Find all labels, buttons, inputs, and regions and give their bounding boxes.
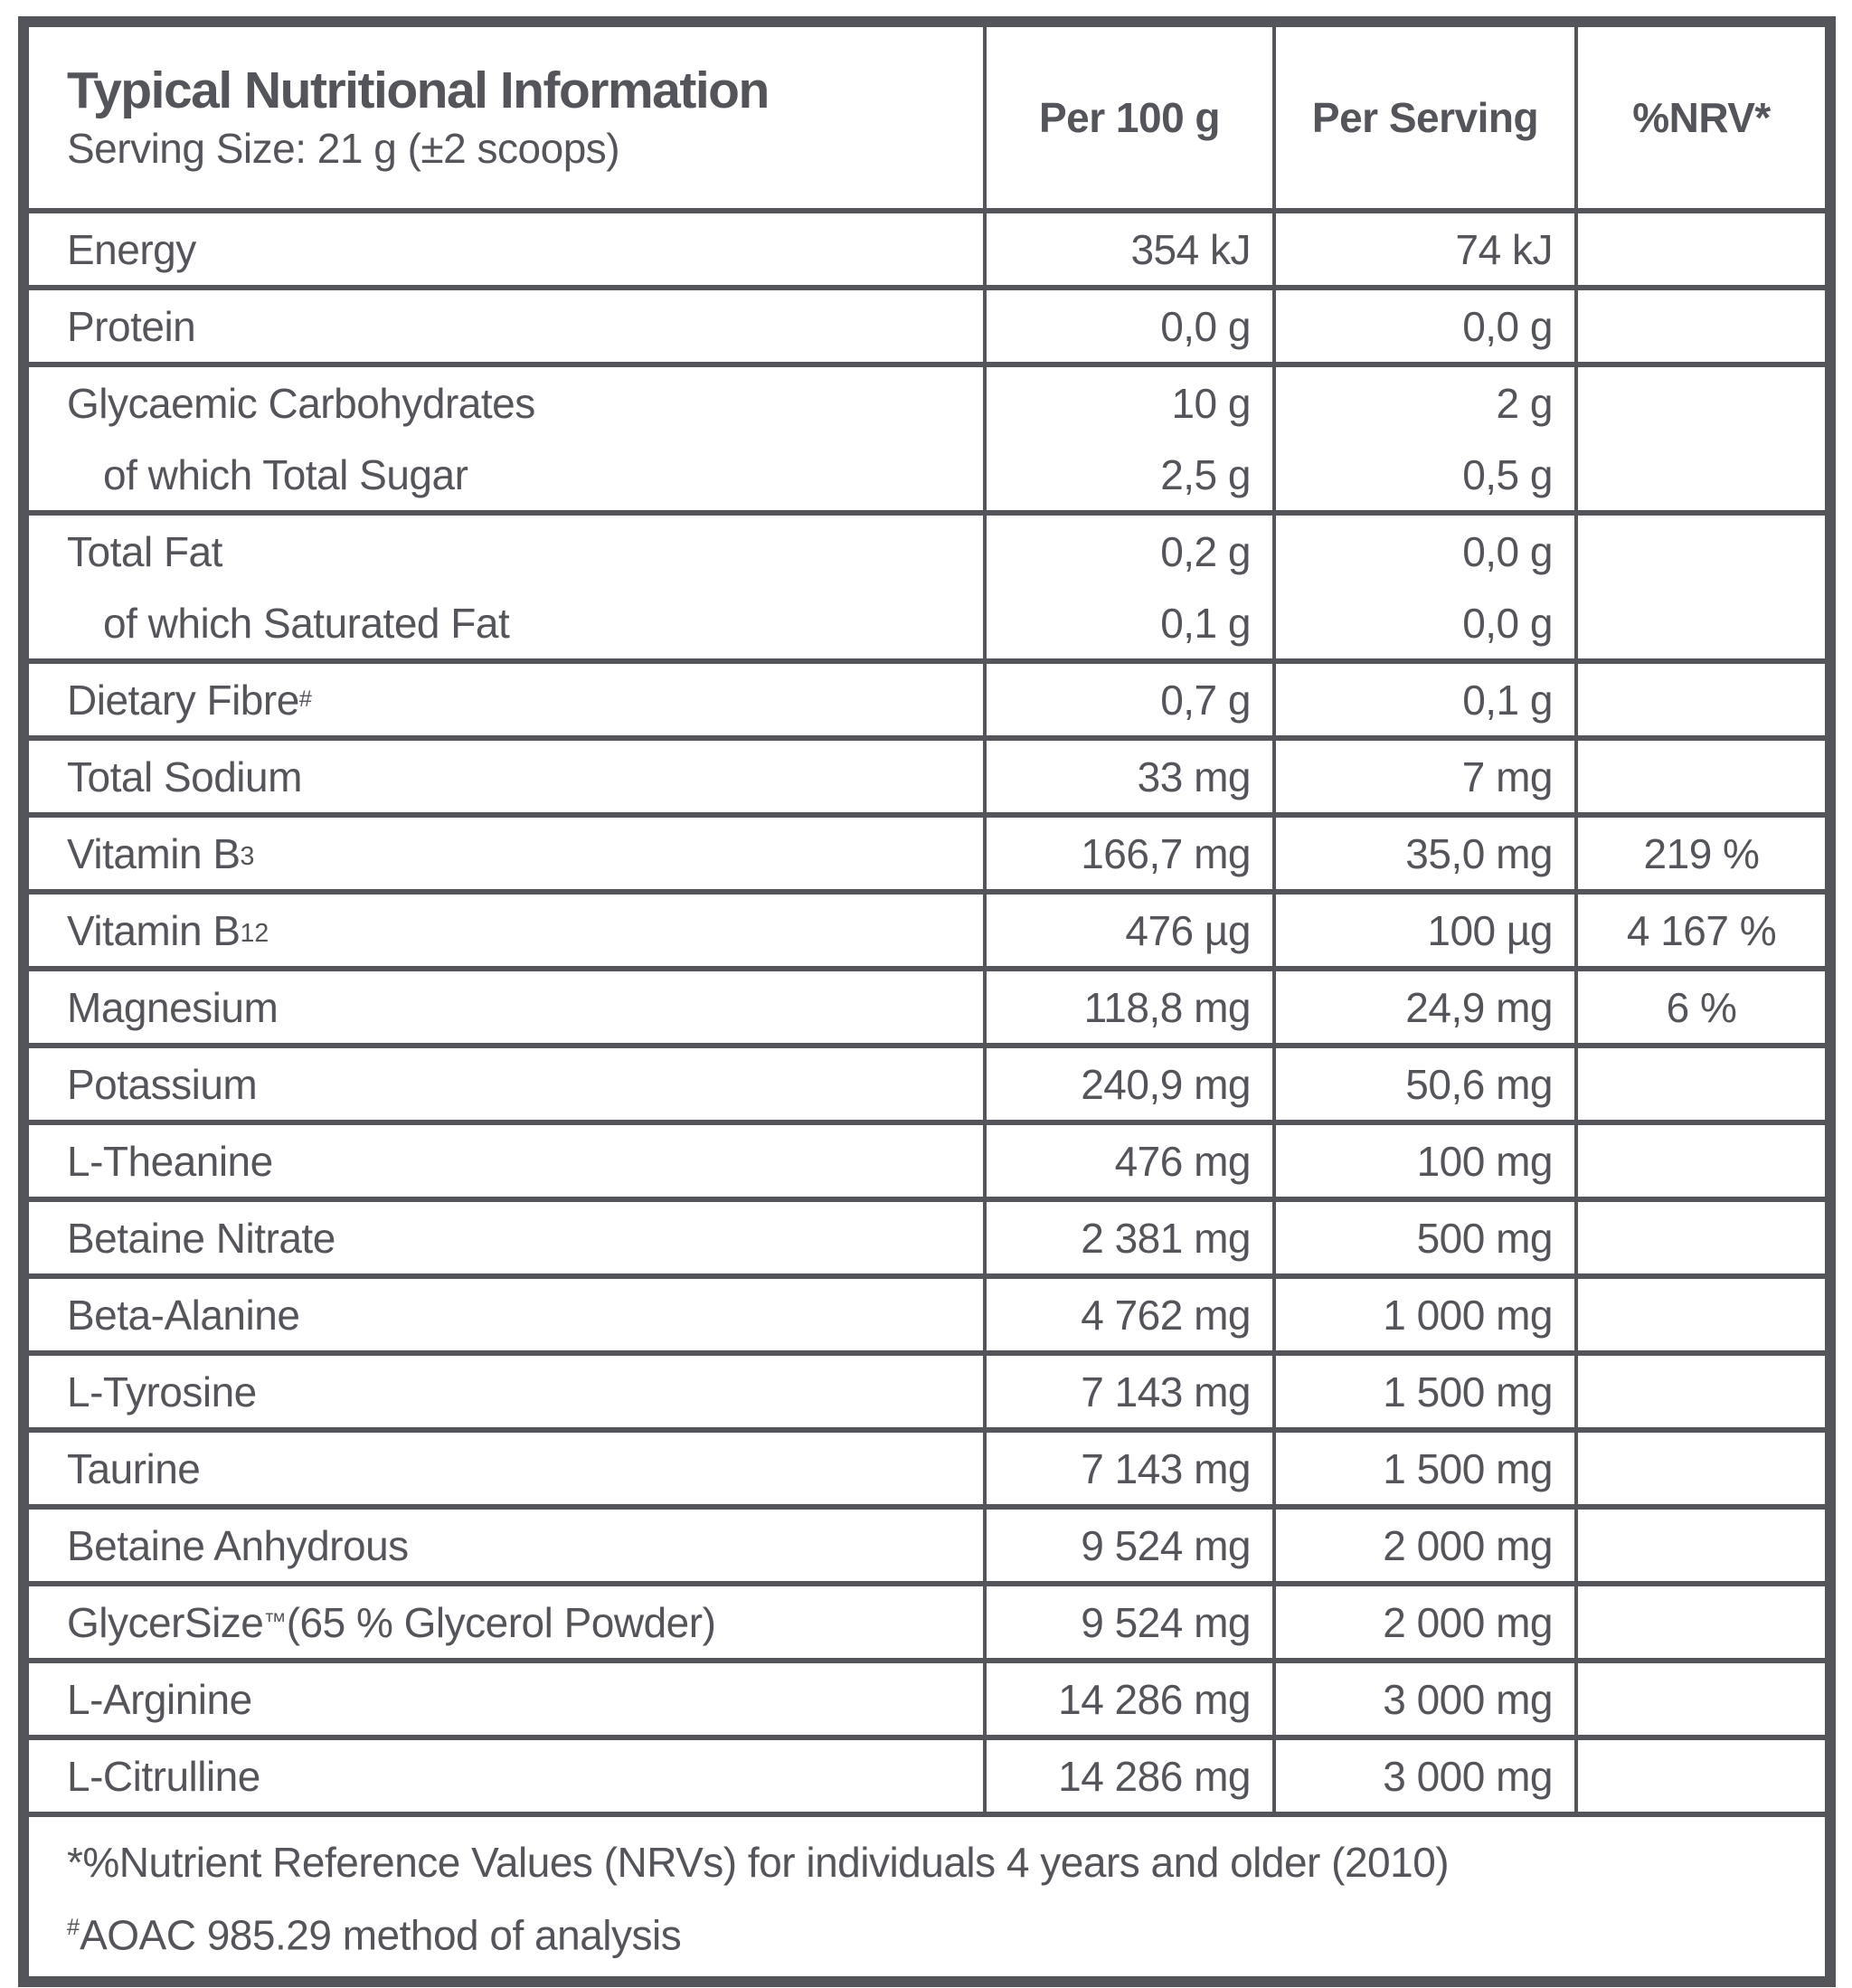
per-serving-value: 7 mg	[1272, 741, 1574, 812]
nutrient-label-cell	[29, 1048, 983, 1120]
nutrient-label: Vitamin B	[67, 906, 241, 954]
nutrient-label: Taurine	[67, 1444, 201, 1492]
nrv-value	[1574, 664, 1825, 735]
per-serving-value: 2 g	[1272, 367, 1574, 439]
nutrient-label-superscript: #	[298, 686, 312, 712]
nutrient-label-cell	[29, 367, 983, 439]
footnote-aoac	[67, 1895, 1789, 1967]
nutrient-label: Total Sodium	[67, 753, 302, 800]
per-100g-value: 0,0 g	[983, 290, 1272, 362]
nrv-value	[1574, 1586, 1825, 1658]
per-100g-value: 118,8 mg	[983, 971, 1272, 1043]
per-100g-value: 14 286 mg	[983, 1663, 1272, 1735]
nutrient-label-superscript: ™	[263, 1609, 287, 1634]
nutrient-label-cell	[29, 741, 983, 812]
nutrient-label-cell	[29, 971, 983, 1043]
nutrient-label: L-Citrulline	[67, 1752, 260, 1800]
table-row-line	[29, 439, 1825, 510]
per-100g-value: 9 524 mg	[983, 1510, 1272, 1581]
per-100g-value: 4 762 mg	[983, 1279, 1272, 1350]
nrv-value	[1574, 516, 1825, 587]
table-row-line	[29, 1356, 1825, 1427]
per-100g-value: 2 381 mg	[983, 1202, 1272, 1273]
footnote-nrv-text: *%Nutrient Reference Values (NRVs) for individuals 4 years and older (2010)	[67, 1839, 1450, 1886]
per-serving-value: 0,0 g	[1272, 516, 1574, 587]
table-row	[29, 1043, 1825, 1120]
nutrient-label-cell	[29, 1279, 983, 1350]
table-header-left	[29, 27, 983, 208]
per-100g-value: 0,2 g	[983, 516, 1272, 587]
table-header	[29, 27, 1825, 208]
table-row	[29, 1504, 1825, 1581]
per-serving-value: 1 500 mg	[1272, 1433, 1574, 1504]
per-serving-value: 2 000 mg	[1272, 1586, 1574, 1658]
nutrient-label-cell	[29, 587, 983, 658]
nutrient-label-cell	[29, 1740, 983, 1812]
nrv-value	[1574, 587, 1825, 658]
table-row-line	[29, 290, 1825, 362]
table-row-line	[29, 741, 1825, 812]
table-row-line	[29, 367, 1825, 439]
nutrient-label-cell	[29, 1202, 983, 1273]
table-row-line	[29, 1586, 1825, 1658]
per-serving-value: 74 kJ	[1272, 213, 1574, 285]
nrv-value	[1574, 1663, 1825, 1735]
table-row	[29, 812, 1825, 889]
nutrient-label: Vitamin B	[67, 829, 241, 877]
nrv-value	[1574, 439, 1825, 510]
column-header-per-100g: Per 100 g	[983, 27, 1272, 208]
table-row	[29, 1427, 1825, 1504]
nutrient-label: GlycerSize	[67, 1598, 264, 1646]
nutrient-label-cell	[29, 1510, 983, 1581]
per-serving-value: 500 mg	[1272, 1202, 1574, 1273]
table-row-line	[29, 1433, 1825, 1504]
per-serving-value: 50,6 mg	[1272, 1048, 1574, 1120]
nrv-value	[1574, 1279, 1825, 1350]
nutrient-label-cell	[29, 1586, 983, 1658]
per-100g-value: 476 µg	[983, 895, 1272, 966]
table-row	[29, 1735, 1825, 1812]
nutrient-label: Betaine Anhydrous	[67, 1521, 409, 1569]
table-row-line	[29, 516, 1825, 587]
table-row	[29, 1350, 1825, 1427]
nutrient-label: of which Total Sugar	[103, 450, 468, 498]
serving-size: Serving Size: 21 g (±2 scoops)	[67, 125, 620, 172]
footnote-nrv	[67, 1830, 1789, 1895]
nutrient-label: Glycaemic Carbohydrates	[67, 379, 535, 427]
table-row-line	[29, 1202, 1825, 1273]
per-100g-value: 354 kJ	[983, 213, 1272, 285]
table-row-line	[29, 1740, 1825, 1812]
nrv-value	[1574, 1048, 1825, 1120]
per-100g-value: 14 286 mg	[983, 1740, 1272, 1812]
nutrient-label: L-Theanine	[67, 1137, 273, 1185]
nrv-value	[1574, 1433, 1825, 1504]
nrv-value	[1574, 741, 1825, 812]
nutrient-label-cell	[29, 213, 983, 285]
nutrient-label: L-Tyrosine	[67, 1368, 257, 1415]
column-header-nrv: %NRV*	[1574, 27, 1825, 208]
nrv-value: 4 167 %	[1574, 895, 1825, 966]
per-serving-value: 3 000 mg	[1272, 1663, 1574, 1735]
per-100g-value: 10 g	[983, 367, 1272, 439]
per-serving-value: 0,0 g	[1272, 290, 1574, 362]
per-serving-value: 0,1 g	[1272, 664, 1574, 735]
table-row	[29, 1197, 1825, 1273]
table-body	[29, 208, 1825, 1812]
table-footnotes	[29, 1812, 1825, 1976]
per-100g-value: 33 mg	[983, 741, 1272, 812]
table-row-line	[29, 1279, 1825, 1350]
nrv-value	[1574, 1202, 1825, 1273]
nrv-value	[1574, 213, 1825, 285]
nutrient-label: of which Saturated Fat	[103, 599, 510, 647]
nutrient-label: Protein	[67, 302, 196, 350]
nrv-value	[1574, 1356, 1825, 1427]
table-row-line	[29, 1663, 1825, 1735]
table-row	[29, 735, 1825, 812]
per-100g-value: 0,7 g	[983, 664, 1272, 735]
nutrient-label: Dietary Fibre	[67, 676, 299, 724]
per-serving-value: 24,9 mg	[1272, 971, 1574, 1043]
nrv-value	[1574, 1510, 1825, 1581]
nutrition-table	[18, 16, 1836, 1987]
table-row-line	[29, 1048, 1825, 1120]
table-row-line	[29, 818, 1825, 889]
per-100g-value: 7 143 mg	[983, 1356, 1272, 1427]
table-row-line	[29, 895, 1825, 966]
nutrient-label: Magnesium	[67, 983, 279, 1031]
column-header-per-serving: Per Serving	[1272, 27, 1574, 208]
per-100g-value: 166,7 mg	[983, 818, 1272, 889]
per-serving-value: 3 000 mg	[1272, 1740, 1574, 1812]
nutrient-label: Potassium	[67, 1060, 258, 1108]
nutrient-label-suffix: (65 % Glycerol Powder)	[286, 1598, 716, 1646]
per-100g-value: 0,1 g	[983, 587, 1272, 658]
table-row-line	[29, 1510, 1825, 1581]
table-row	[29, 510, 1825, 658]
footnote-aoac-text: AOAC 985.29 method of analysis	[80, 1911, 682, 1959]
nrv-value	[1574, 290, 1825, 362]
table-row	[29, 208, 1825, 285]
nrv-value	[1574, 1125, 1825, 1197]
table-row-line	[29, 971, 1825, 1043]
nutrient-label-cell	[29, 1356, 983, 1427]
per-serving-value: 35,0 mg	[1272, 818, 1574, 889]
per-serving-value: 0,0 g	[1272, 587, 1574, 658]
per-serving-value: 2 000 mg	[1272, 1510, 1574, 1581]
per-100g-value: 7 143 mg	[983, 1433, 1272, 1504]
table-row	[29, 1581, 1825, 1658]
nutrient-label-cell	[29, 895, 983, 966]
nutrient-label-cell	[29, 290, 983, 362]
table-row	[29, 362, 1825, 510]
table-row-line	[29, 587, 1825, 658]
per-serving-value: 1 500 mg	[1272, 1356, 1574, 1427]
per-serving-value: 100 mg	[1272, 1125, 1574, 1197]
table-row-line	[29, 1125, 1825, 1197]
per-100g-value: 2,5 g	[983, 439, 1272, 510]
nutrient-label: L-Arginine	[67, 1675, 252, 1723]
nutrient-label-cell	[29, 439, 983, 510]
nrv-value	[1574, 367, 1825, 439]
per-serving-value: 0,5 g	[1272, 439, 1574, 510]
nrv-value: 219 %	[1574, 818, 1825, 889]
nrv-value	[1574, 1740, 1825, 1812]
table-title: Typical Nutritional Information	[67, 62, 769, 119]
table-row	[29, 285, 1825, 362]
per-100g-value: 9 524 mg	[983, 1586, 1272, 1658]
per-100g-value: 476 mg	[983, 1125, 1272, 1197]
table-row	[29, 889, 1825, 966]
table-row	[29, 1120, 1825, 1197]
nrv-value: 6 %	[1574, 971, 1825, 1043]
table-row	[29, 658, 1825, 735]
table-row-line	[29, 213, 1825, 285]
table-row	[29, 966, 1825, 1043]
table-row	[29, 1658, 1825, 1735]
per-100g-value: 240,9 mg	[983, 1048, 1272, 1120]
nutrient-label-cell	[29, 664, 983, 735]
table-row	[29, 1273, 1825, 1350]
nutrient-label-cell	[29, 1663, 983, 1735]
footnote-aoac-marker: #	[67, 1915, 80, 1940]
nutrient-label-cell	[29, 516, 983, 587]
nutrient-label: Betaine Nitrate	[67, 1214, 335, 1262]
nutrient-label-cell	[29, 1433, 983, 1504]
table-row-line	[29, 664, 1825, 735]
nutrient-label-subscript: 12	[240, 918, 269, 948]
nutrient-label: Total Fat	[67, 527, 222, 575]
per-serving-value: 100 µg	[1272, 895, 1574, 966]
nutrient-label-subscript: 3	[240, 841, 255, 871]
nutrient-label-cell	[29, 1125, 983, 1197]
nutrient-label-cell	[29, 818, 983, 889]
nutrient-label: Energy	[67, 225, 196, 273]
per-serving-value: 1 000 mg	[1272, 1279, 1574, 1350]
nutrient-label: Beta-Alanine	[67, 1291, 300, 1339]
